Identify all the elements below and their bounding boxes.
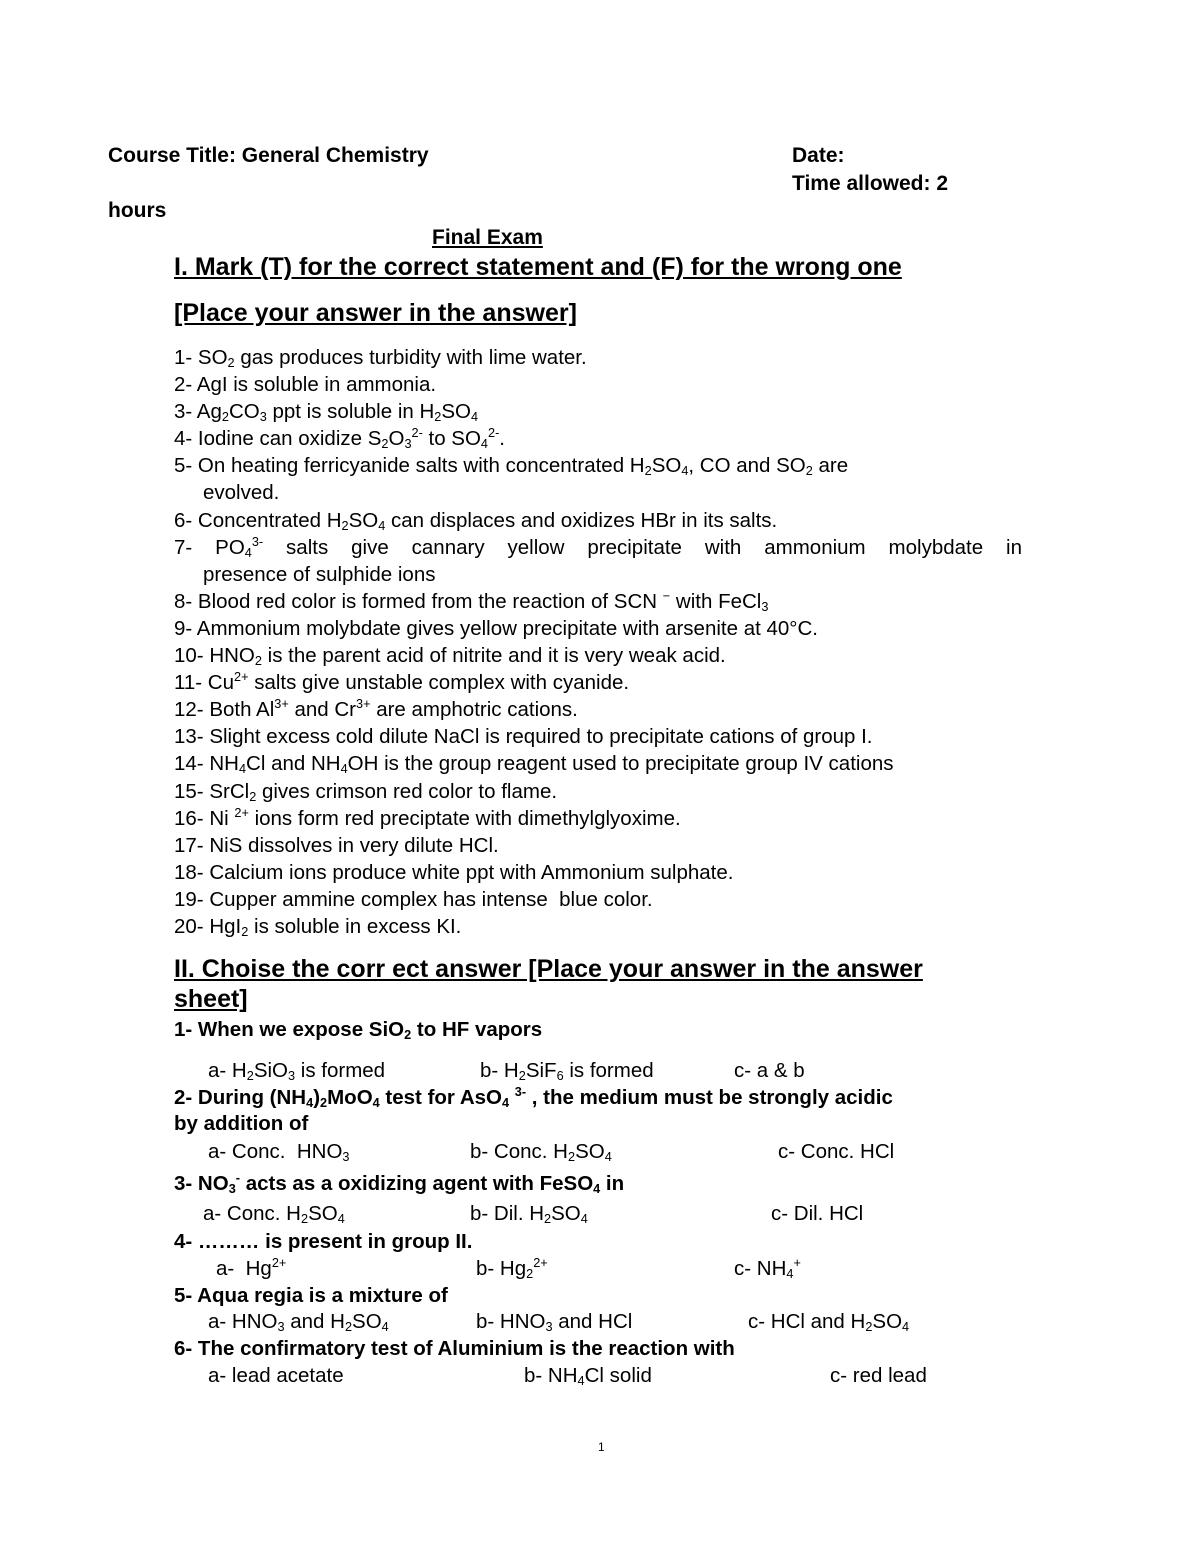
tf-item-6: 6- Concentrated $H_2SO_4$ can displaces and oxidizes HBr in its salts. [174, 508, 778, 533]
mcq-5-option-b: b- $HNO_3$ and HCl [476, 1310, 633, 1335]
tf-item-18: 18- Calcium ions produce white ppt with Ammonium sulphate. [174, 860, 734, 884]
tf-item-9: 9- Ammonium molybdate gives yellow precipitate with arsenite at 40°C. [174, 616, 818, 640]
section-1-instruction: [Place your answer in the answer] [174, 299, 577, 327]
tf-item-19: 19- Cupper ammine complex has intense blue color. [174, 887, 653, 911]
mcq-4-option-a: a- $Hg^{2+}$ [216, 1254, 287, 1280]
tf-item-15: 15- SrCl$_2$ gives crimson red color to flame. [174, 779, 558, 804]
tf-item-3: 3- $Ag_2CO_3$ ppt is soluble in $H_2SO_4$ [174, 400, 479, 425]
section-1-heading: I. Mark (T) for the correct statement and (F) for the wrong one [174, 253, 902, 281]
true-false-list [174, 344, 1034, 940]
tf-item-14: 14- $NH_4Cl$ and $NH_4OH$ is the group reagent used to precipitate group IV cations [174, 752, 894, 777]
mcq-5-option-a: a- $HNO_3$ and $H_2SO_4$ [208, 1310, 389, 1335]
mcq-6-option-c: c- red lead [830, 1364, 927, 1387]
section-2-heading: II. Choise the corr ect answer [Place your answer in the answer [174, 955, 923, 983]
mcq-2-option-a: a- Conc. $HNO_3$ [208, 1140, 350, 1165]
mcq-3-option-c: c- Dil. HCl [771, 1202, 864, 1225]
mcq-2-option-b: b- Conc. $H_2SO_4$ [470, 1140, 612, 1165]
tf-item-4: 4- Iodine can oxidize $S_2O_3^{2-}$ to $SO_4^{2-}$. [174, 425, 505, 452]
mcq-question-4: 4- ……… is present in group II. [174, 1230, 473, 1253]
tf-item-1: 1- $SO_2$ gas produces turbidity with lime water. [174, 346, 587, 371]
mcq-5-option-c: c- HCl and $H_2SO_4$ [748, 1310, 910, 1335]
mcq-4-option-b: b- $Hg_2^{2+}$ [476, 1254, 548, 1282]
tf-item-5: 5- On heating ferricyanide salts with concentrated $H_2SO_4$, CO and $SO_2$ are evolved. [174, 454, 849, 505]
tf-item-7: 7- $PO_4^{3-}$ salts give cannary yellow precipitate with ammonium molybdate in presence of sulphide ions [174, 533, 1022, 586]
mcq-question-2-cont: by addition of [174, 1112, 309, 1135]
tf-item-12: 12- Both $Al^{3+}$ and $Cr^{3+}$ are amphotric cations. [174, 695, 578, 722]
tf-item-13: 13- Slight excess cold dilute NaCl is required to precipitate cations of group I. [174, 725, 873, 749]
date-label: Date: [792, 144, 845, 167]
mcq-question-2: 2- During $(NH_4)_2MoO_4$ test for AsO$_4$ $^{3-}$ , the medium must be strongly acidic [174, 1083, 893, 1111]
time-allowed-unit: hours [108, 199, 167, 222]
mcq-question-1: 1- When we expose SiO$_2$ to HF vapors [174, 1018, 543, 1043]
mcq-1-option-c: c- a & b [734, 1059, 805, 1082]
time-allowed: Time allowed: 2 [792, 172, 948, 195]
tf-item-17: 17- NiS dissolves in very dilute HCl. [174, 833, 499, 857]
exam-title: Final Exam [432, 226, 543, 249]
mcq-question-5: 5- Aqua regia is a mixture of [174, 1284, 448, 1307]
mcq-6-option-b: b- $NH_4Cl$ solid [524, 1364, 652, 1389]
mcq-question-3: 3- $NO_3^-$ acts as a oxidizing agent with FeSO$_4$ in [174, 1169, 625, 1197]
page-number: 1 [598, 1440, 605, 1454]
mcq-3-option-b: b- Dil. $H_2SO_4$ [470, 1202, 588, 1227]
mcq-2-option-c: c- Conc. HCl [778, 1140, 895, 1163]
tf-item-8: 8- Blood red color is formed from the reaction of SCN − with FeCl$_3$ [174, 587, 769, 615]
mcq-6-option-a: a- lead acetate [208, 1364, 344, 1387]
mcq-3-option-a: a- Conc. $H_2SO_4$ [203, 1202, 345, 1227]
mcq-question-6: 6- The confirmatory test of Aluminium is the reaction with [174, 1337, 735, 1360]
section-2-instruction: sheet] [174, 985, 248, 1013]
tf-item-16: 16- Ni $^{2+}$ ions form red preciptate with dimethylglyoxime. [174, 804, 681, 830]
mcq-1-option-a: a- $H_2SiO_3$ is formed [208, 1059, 386, 1084]
mcq-4-option-c: c- $NH_4^+$ [734, 1254, 801, 1282]
tf-item-20: 20- HgI$_2$ is soluble in excess KI. [174, 914, 462, 940]
tf-item-2: 2- AgI is soluble in ammonia. [174, 373, 437, 397]
mcq-1-option-b: b- $H_2SiF_6$ is formed [480, 1059, 654, 1084]
course-title: Course Title: General Chemistry [108, 144, 429, 167]
tf-item-10: 10- $HNO_2$ is the parent acid of nitrite and it is very weak acid. [174, 644, 726, 669]
tf-item-11: 11- $Cu^{2+}$ salts give unstable complex with cyanide. [174, 668, 630, 695]
